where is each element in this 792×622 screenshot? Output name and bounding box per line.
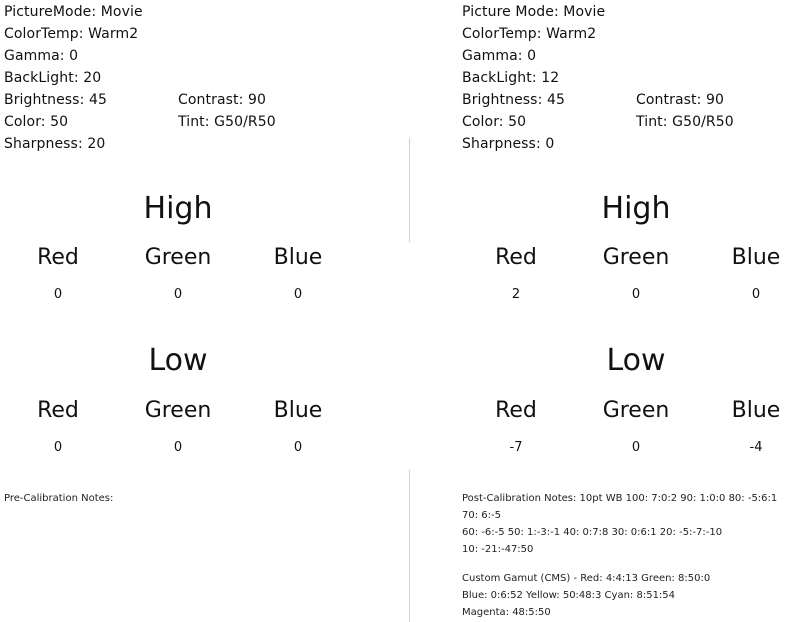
low-red-value: -7 — [509, 440, 523, 455]
low-heading: Low — [148, 343, 208, 378]
tint-setting: Tint: G50/R50 — [178, 114, 276, 130]
sharpness-setting: Sharpness: 20 — [4, 136, 106, 152]
gamma-setting: Gamma: 0 — [4, 48, 79, 64]
low-blue-label: Blue — [273, 398, 323, 423]
high-green-label: Green — [144, 245, 212, 270]
color-setting: Color: 50 — [462, 114, 527, 130]
high-green-value: 0 — [631, 287, 641, 302]
low-blue-value: 0 — [293, 440, 303, 455]
low-red-label: Red — [37, 398, 79, 423]
high-red-label: Red — [495, 245, 537, 270]
tint-setting: Tint: G50/R50 — [636, 114, 734, 130]
backlight-setting: BackLight: 12 — [462, 70, 560, 86]
column-divider — [409, 138, 410, 242]
color-temp-setting: ColorTemp: Warm2 — [462, 26, 597, 42]
post-calibration-column — [462, 0, 792, 622]
high-green-value: 0 — [173, 287, 183, 302]
gamma-setting: Gamma: 0 — [462, 48, 537, 64]
high-blue-label: Blue — [273, 245, 323, 270]
low-green-label: Green — [144, 398, 212, 423]
low-green-value: 0 — [631, 440, 641, 455]
brightness-setting: Brightness: 45 — [4, 92, 107, 108]
high-blue-value: 0 — [293, 287, 303, 302]
low-heading: Low — [606, 343, 666, 378]
sharpness-setting: Sharpness: 0 — [462, 136, 555, 152]
color-temp-setting: ColorTemp: Warm2 — [4, 26, 139, 42]
low-red-value: 0 — [53, 440, 63, 455]
color-setting: Color: 50 — [4, 114, 69, 130]
brightness-setting: Brightness: 45 — [462, 92, 565, 108]
pre-calibration-column — [4, 0, 404, 622]
low-green-label: Green — [602, 398, 670, 423]
backlight-setting: BackLight: 20 — [4, 70, 102, 86]
high-green-label: Green — [602, 245, 670, 270]
high-red-label: Red — [37, 245, 79, 270]
picture-mode-setting: Picture Mode: Movie — [462, 4, 606, 20]
contrast-setting: Contrast: 90 — [636, 92, 725, 108]
low-blue-value: -4 — [749, 440, 763, 455]
high-heading: High — [143, 191, 213, 226]
low-red-label: Red — [495, 398, 537, 423]
high-blue-value: 0 — [751, 287, 761, 302]
low-green-value: 0 — [173, 440, 183, 455]
cms-notes: Custom Gamut (CMS) - Red: 4:4:13 Green: 8:50:0 Blue: 0:6:52 Yellow: 50:48:3 Cyan: 8:51:54 Magenta: 48:5:50 — [462, 573, 711, 618]
high-red-value: 2 — [511, 287, 521, 302]
column-divider-lower — [409, 470, 410, 622]
high-red-value: 0 — [53, 287, 63, 302]
low-blue-label: Blue — [731, 398, 781, 423]
high-heading: High — [601, 191, 671, 226]
picture-mode-setting: PictureMode: Movie — [4, 4, 143, 20]
high-blue-label: Blue — [731, 245, 781, 270]
pre-calibration-notes: Pre-Calibration Notes: — [4, 493, 114, 504]
post-calibration-notes: Post-Calibration Notes: 10pt WB 100: 7:0:2 90: 1:0:0 80: -5:6:1 70: 6:-5 60: -6:-5 50: 1:-3:-1 40: 0:7:8 30: 0:6:1 20: -5:-7:-10 10: -21:-47:50 — [462, 493, 778, 555]
contrast-setting: Contrast: 90 — [178, 92, 267, 108]
